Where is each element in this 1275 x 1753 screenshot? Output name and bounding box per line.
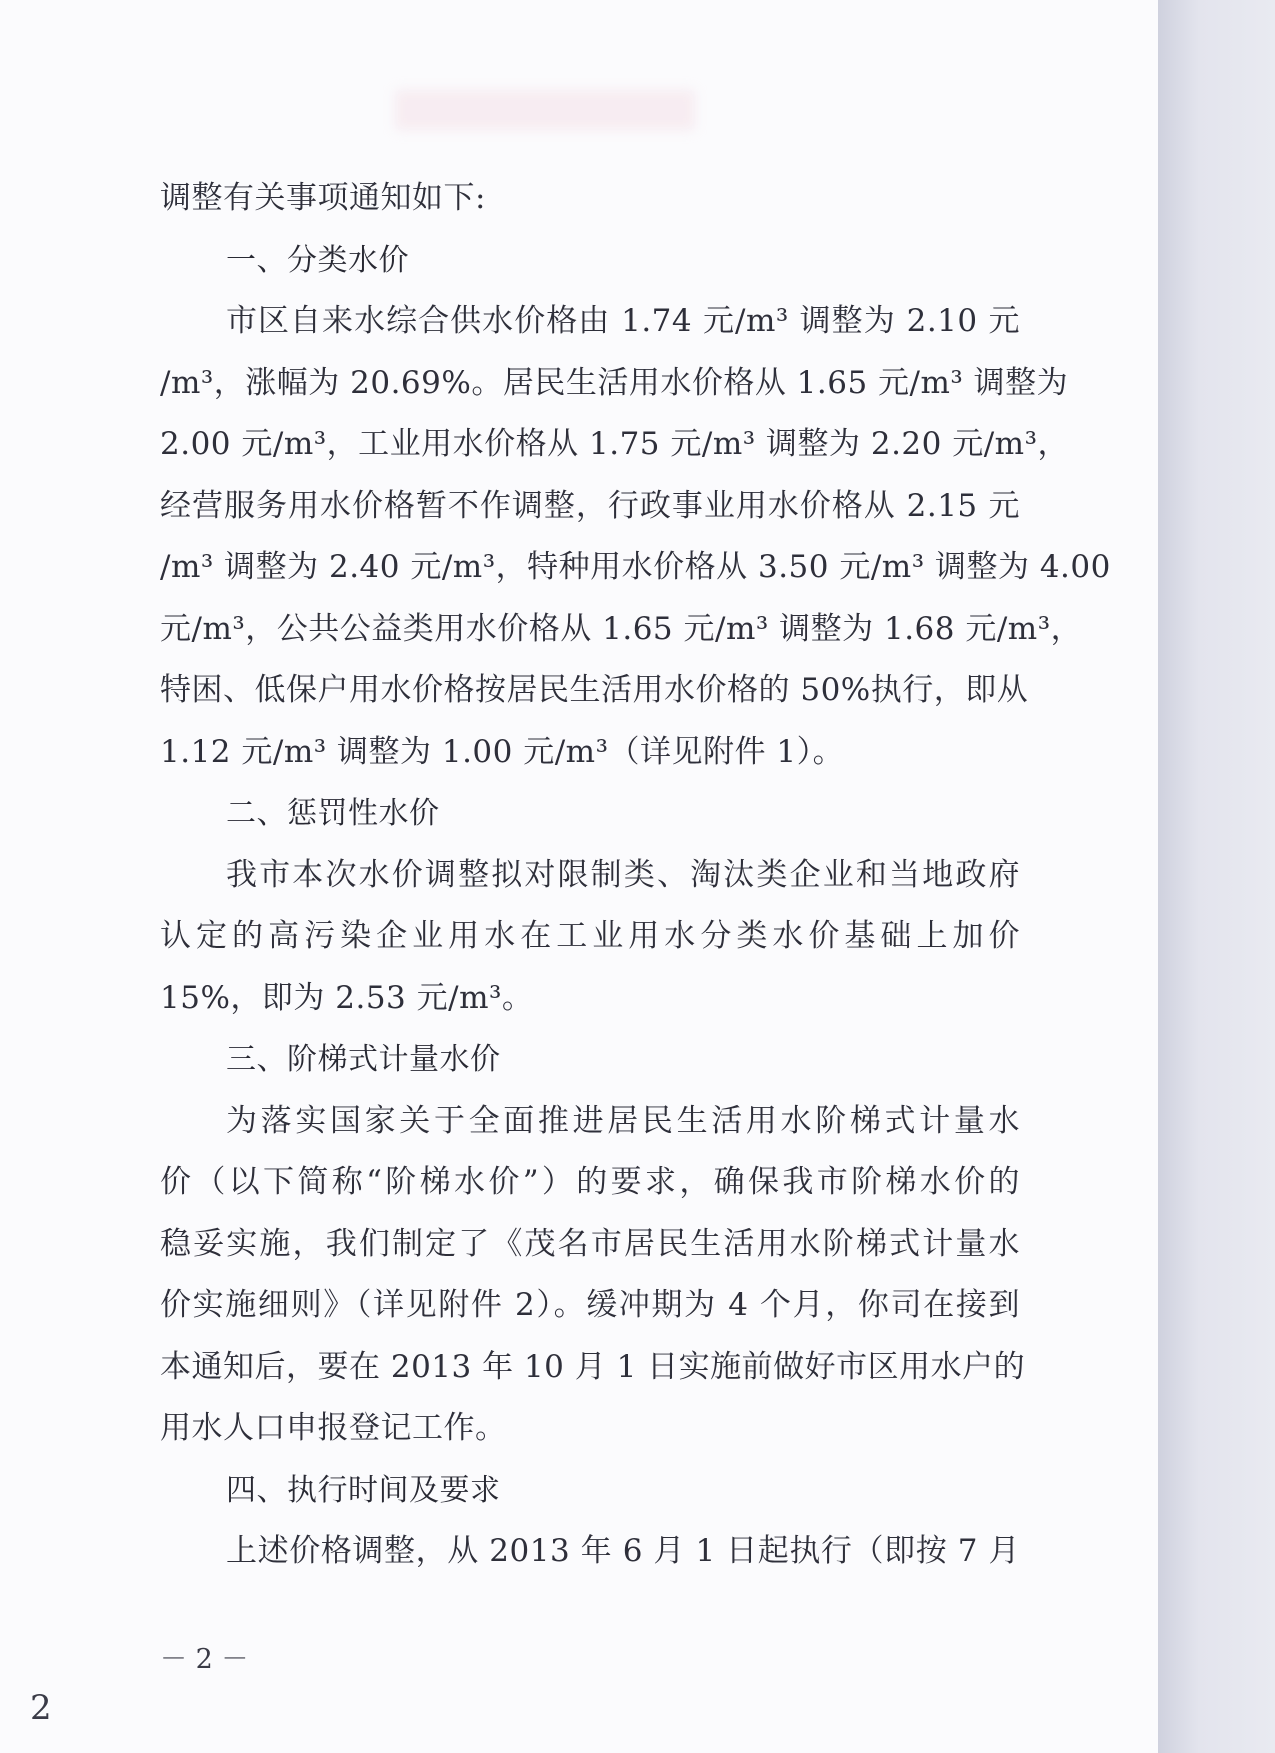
text-line: 价（以下简称“阶梯水价”）的要求，确保我市阶梯水价的: [160, 1164, 1020, 1200]
text-line: 15%，即为 2.53 元/m³。: [160, 979, 534, 1016]
section-heading-punitive-water-price: 二、惩罚性水价: [226, 796, 440, 831]
text-line: 为落实国家关于全面推进居民生活用水阶梯式计量水: [226, 1102, 1020, 1139]
text-line: 上述价格调整，从 2013 年 6 月 1 日起执行（即按 7 月: [226, 1533, 1020, 1569]
text-line: 用水人口申报登记工作。: [160, 1410, 507, 1446]
text-line: 调整有关事项通知如下:: [160, 180, 486, 216]
faint-stamp-mark: [395, 90, 695, 130]
text-line: 市区自来水综合供水价格由 1.74 元/m³ 调整为 2.10 元: [226, 303, 1020, 339]
text-line: 认定的高污染企业用水在工业用水分类水价基础上加价: [160, 918, 1020, 954]
text-line: 稳妥实施，我们制定了《茂名市居民生活用水阶梯式计量水: [160, 1225, 1020, 1262]
section-heading-implementation-time: 四、执行时间及要求: [226, 1472, 501, 1508]
document-body: [160, 168, 1111, 1583]
text-line: 元/m³，公共公益类用水价格从 1.65 元/m³ 调整为 1.68 元/m³，: [160, 610, 1083, 647]
corner-page-number: 2: [30, 1688, 52, 1728]
text-line: /m³，涨幅为 20.69%。居民生活用水价格从 1.65 元/m³ 调整为: [160, 364, 1069, 401]
text-line: 本通知后，要在 2013 年 10 月 1 日实施前做好市区用水户的: [160, 1348, 1026, 1385]
page-number: － 2 －: [160, 1644, 249, 1675]
text-line: 价实施细则》（详见附件 2）。缓冲期为 4 个月，你司在接到: [160, 1287, 1020, 1323]
section-heading-tiered-water-price: 三、阶梯式计量水价: [226, 1042, 501, 1077]
text-line: /m³ 调整为 2.40 元/m³，特种用水价格从 3.50 元/m³ 调整为 4.00: [160, 549, 1111, 585]
text-line: 经营服务用水价格暂不作调整，行政事业用水价格从 2.15 元: [160, 487, 1020, 524]
text-line: 1.12 元/m³ 调整为 1.00 元/m³（详见附件 1）。: [160, 733, 845, 770]
section-heading-classified-water-price: 一、分类水价: [226, 242, 409, 278]
scanner-background-edge: [1158, 0, 1275, 1753]
text-line: 特困、低保户用水价格按居民生活用水价格的 50%执行，即从: [160, 672, 1029, 708]
text-line: 我市本次水价调整拟对限制类、淘汰类企业和当地政府: [226, 856, 1020, 893]
text-line: 2.00 元/m³，工业用水价格从 1.75 元/m³ 调整为 2.20 元/m³，: [160, 426, 1069, 462]
